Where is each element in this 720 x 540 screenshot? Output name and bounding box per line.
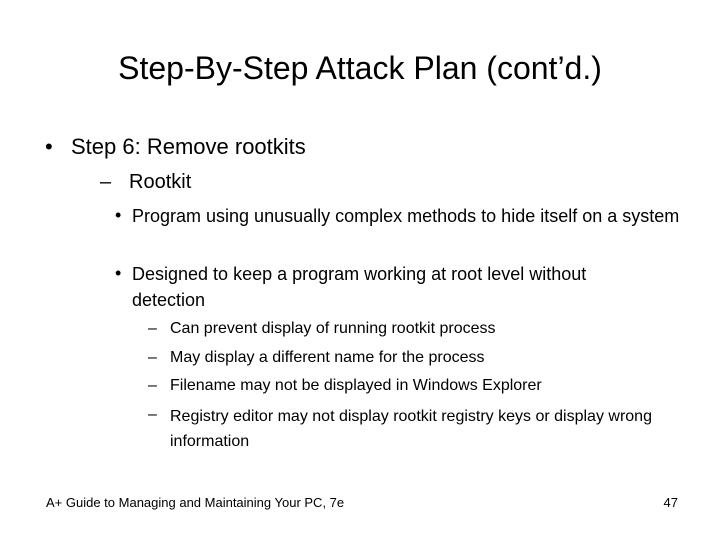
bullet-marker: • — [45, 134, 53, 159]
slide-title: Step-By-Step Attack Plan (cont’d.) — [118, 50, 602, 86]
bullet-text: May display a different name for the process — [170, 349, 485, 366]
bullet-text: Designed to keep a program working at root level without detection — [132, 264, 587, 310]
bullet-text: Filename may not be displayed in Windows Explorer — [170, 377, 542, 394]
bullet-marker: – — [100, 171, 112, 193]
bullet-text: Registry editor may not display rootkit registry keys or display wrong information — [170, 408, 652, 450]
bullet-text: Rootkit — [129, 171, 192, 193]
bullet-marker: – — [148, 406, 157, 423]
bullet-text: Step 6: Remove rootkits — [71, 134, 306, 159]
bullet-marker: • — [115, 263, 122, 283]
bullet-marker: • — [115, 205, 122, 225]
footer-text: A+ Guide to Managing and Maintaining Your PC, 7e — [46, 495, 345, 510]
bullet-text: Can prevent display of running rootkit process — [170, 320, 496, 337]
bullet-text: Program using unusually complex methods to hide itself on a system — [132, 206, 680, 226]
bullet-marker: – — [148, 377, 157, 394]
page-number: 47 — [663, 495, 678, 510]
bullet-marker: – — [148, 349, 157, 366]
bullet-marker: – — [148, 320, 157, 337]
